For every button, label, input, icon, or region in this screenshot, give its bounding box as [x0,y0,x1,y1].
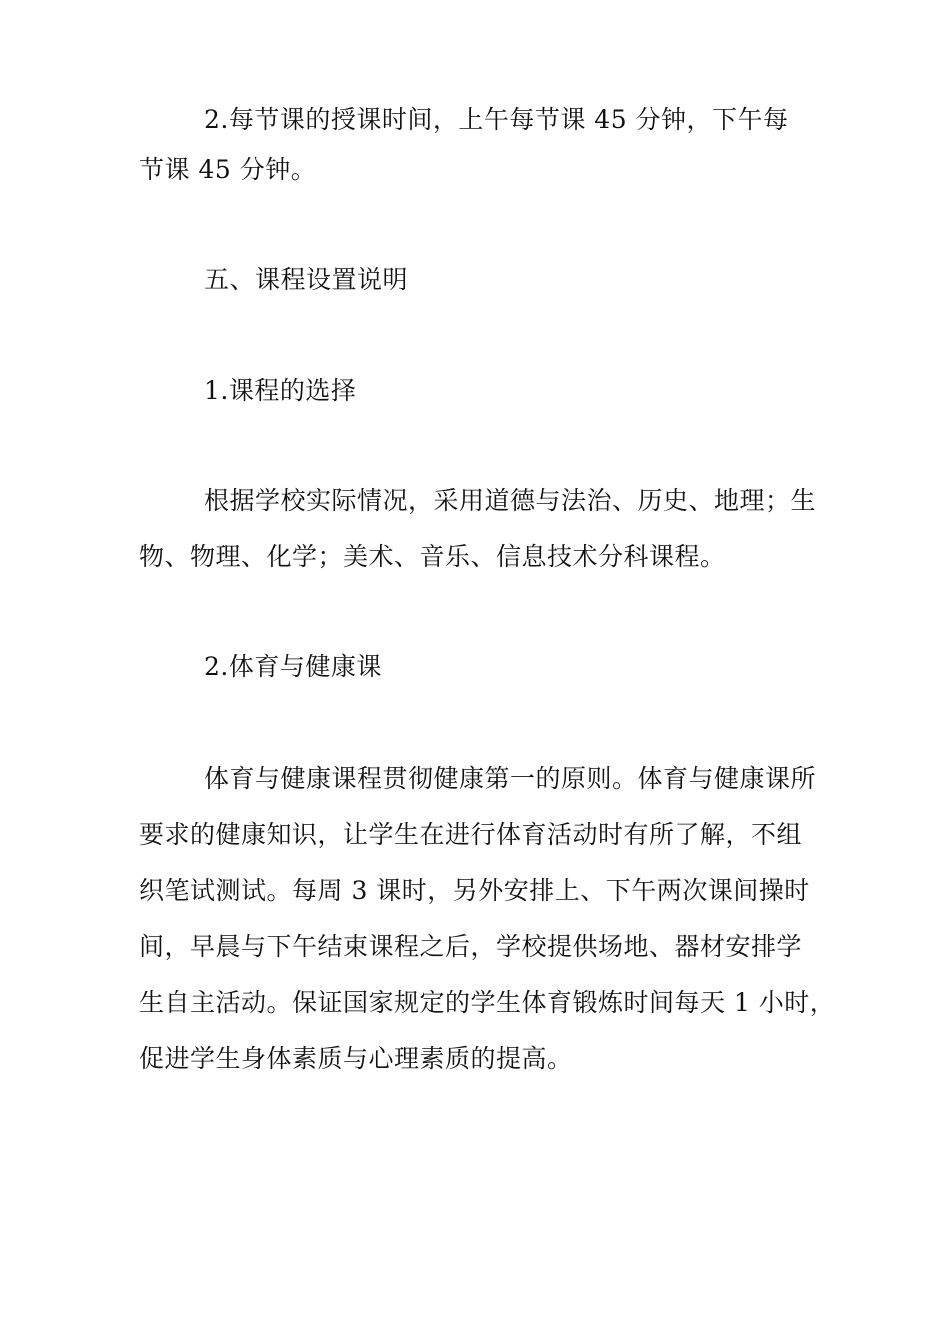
paragraph-pe-line-5: 生自主活动。保证国家规定的学生体育锻炼时间每天 1 小时， [139,988,836,1017]
paragraph-course-choice-line-1: 根据学校实际情况，采用道德与法治、历史、地理；生 [204,486,817,515]
subheading-pe: 2.体育与健康课 [204,652,382,681]
paragraph-course-choice-line-2: 物、物理、化学；美术、音乐、信息技术分科课程。 [139,542,726,571]
section-heading: 五、课程设置说明 [204,265,409,294]
paragraph-pe-line-2: 要求的健康知识，让学生在进行体育活动时有所了解，不组 [139,820,803,849]
paragraph-class-time-line-2: 节课 45 分钟。 [139,155,317,184]
paragraph-pe-line-3: 织笔试测试。每周 3 课时，另外安排上、下午两次课间操时 [139,876,810,905]
subheading-course-choice: 1.课程的选择 [204,376,357,405]
paragraph-class-time-line-1: 2.每节课的授课时间，上午每节课 45 分钟，下午每 [204,105,789,134]
paragraph-pe-line-6: 促进学生身体素质与心理素质的提高。 [139,1044,573,1073]
paragraph-pe-line-1: 体育与健康课程贯彻健康第一的原则。体育与健康课所 [204,764,817,793]
paragraph-pe-line-4: 间，早晨与下午结束课程之后，学校提供场地、器材安排学 [139,932,803,961]
